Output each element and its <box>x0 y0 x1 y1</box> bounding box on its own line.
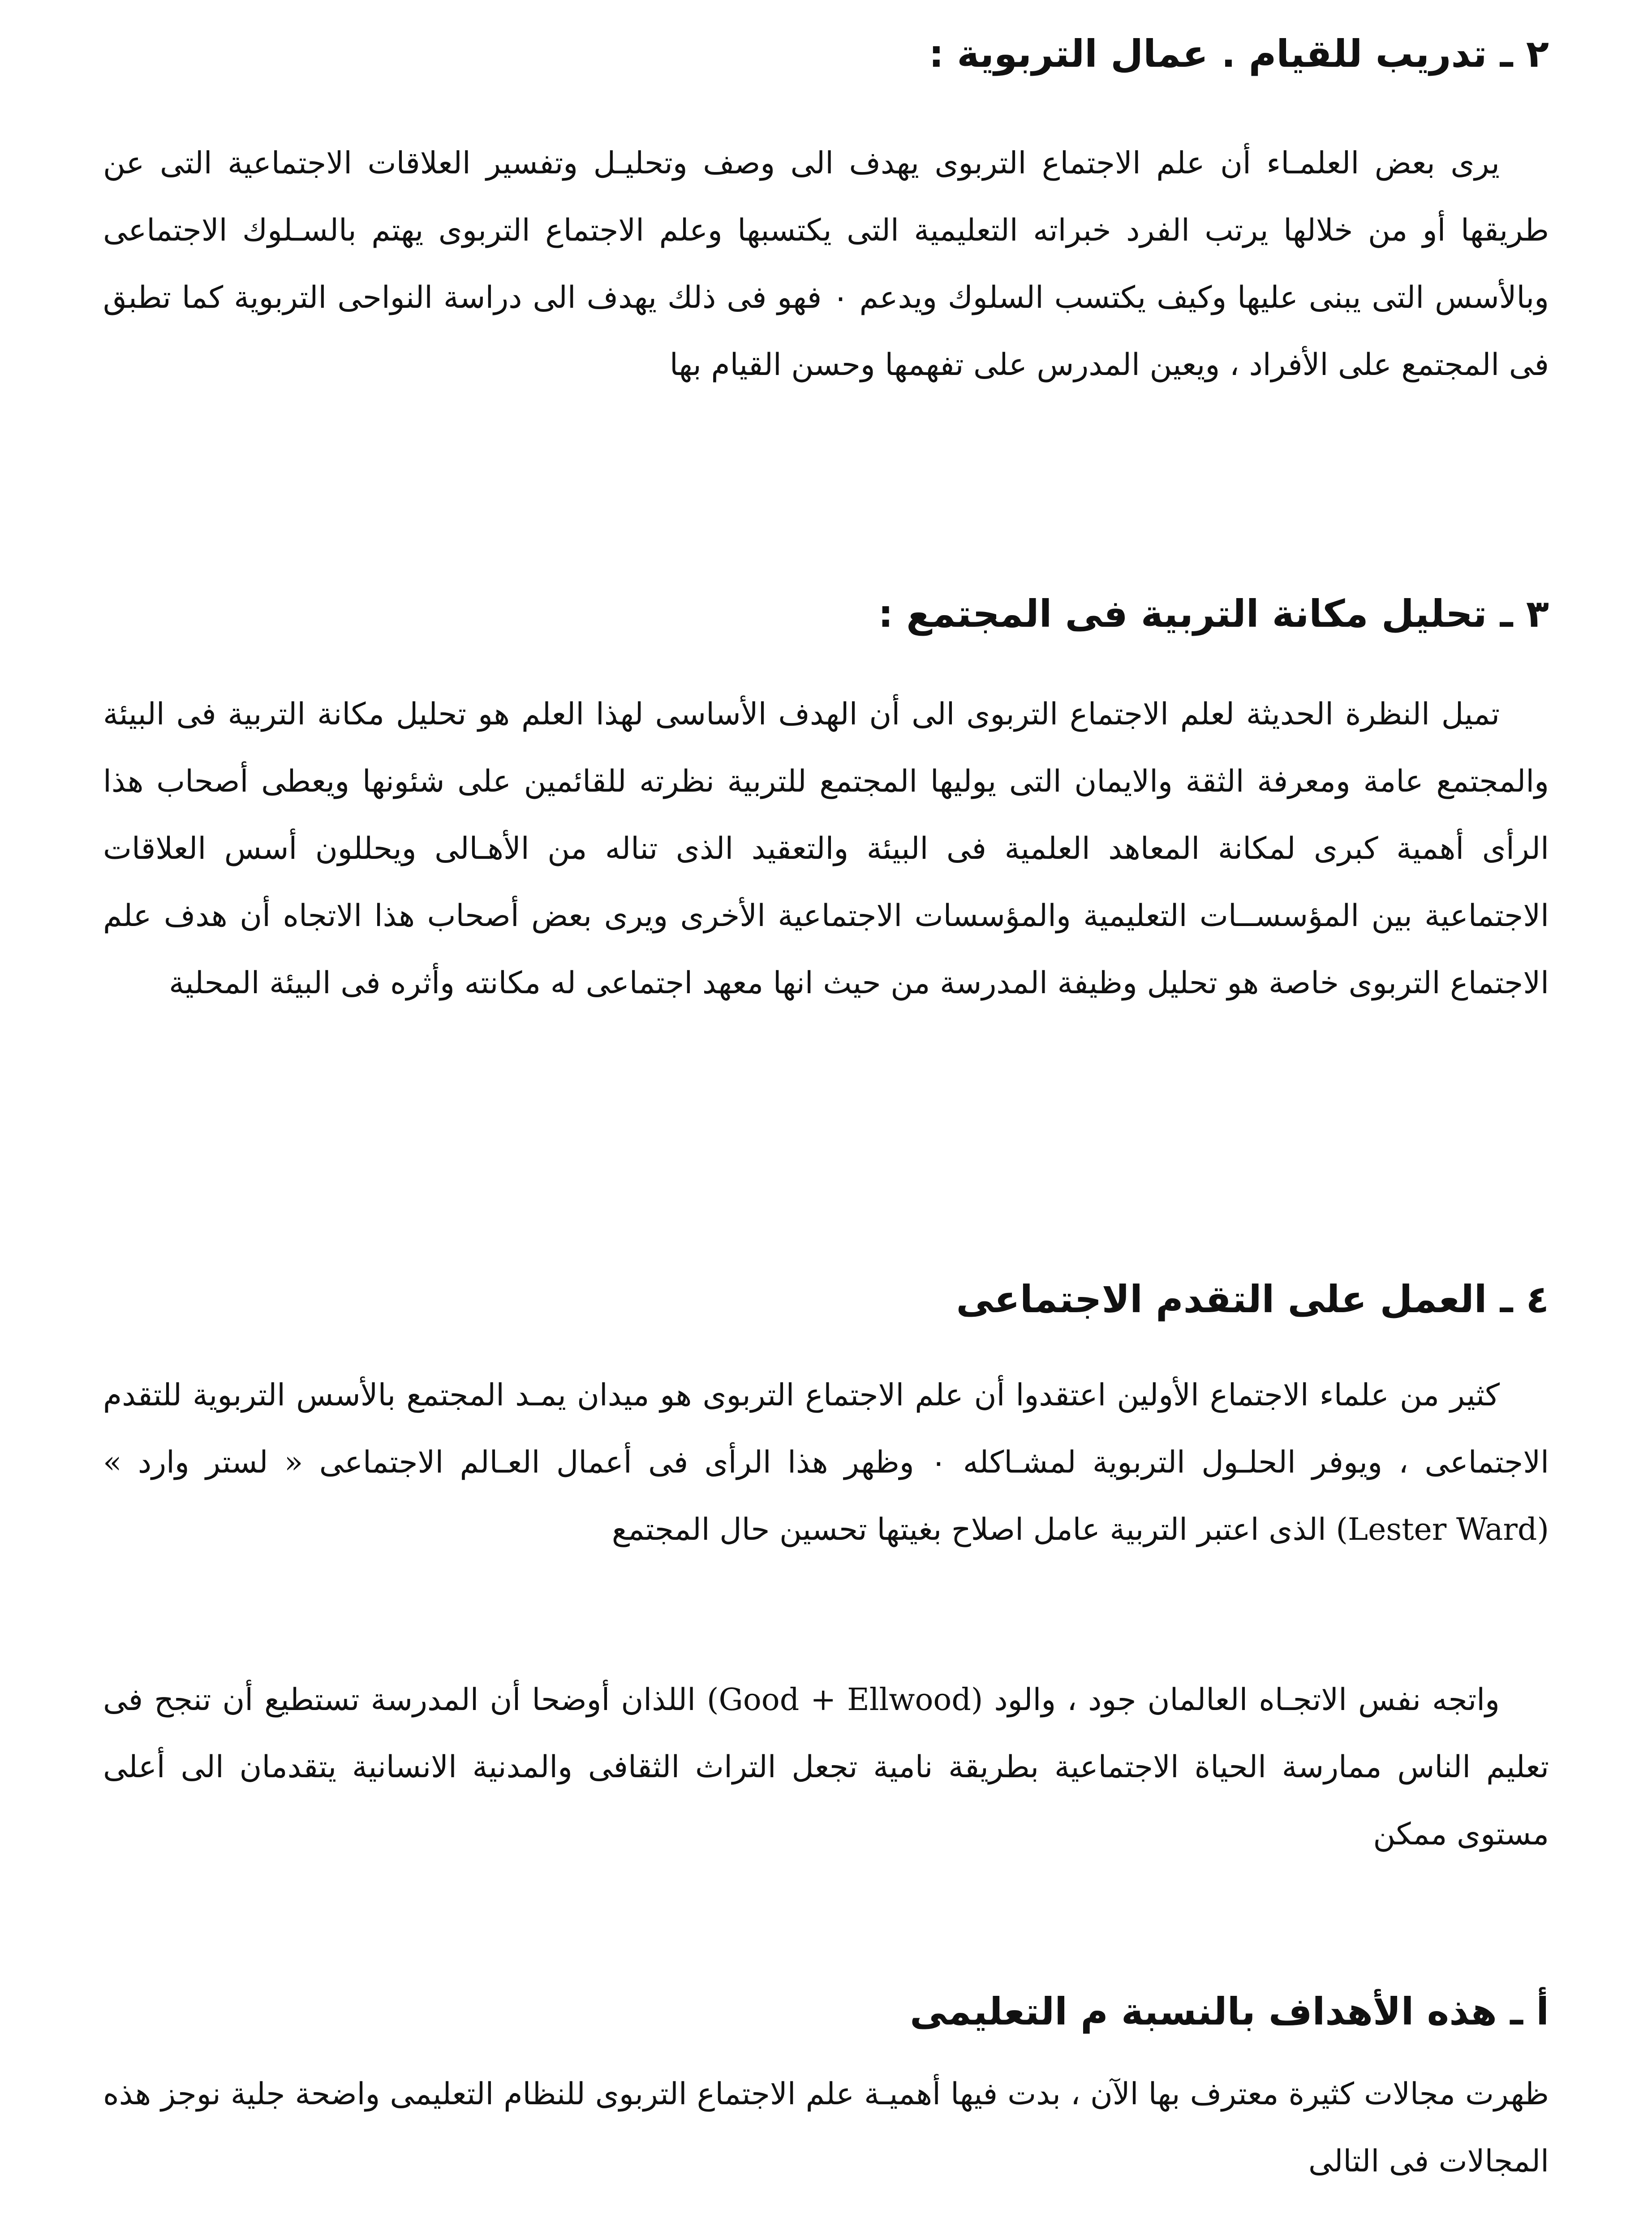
section-3-paragraph-text: تميل النظرة الحديثة لعلم الاجتماع التربوى الى أن الهدف الأساسى لهذا العلم هو تحليل مكانة التربية فى البيئة والمجتمع عامة ومعرفة الثقة والايمان التى يوليها المجتمع للتربية نظرته للقائمين على شئونها ويعطى أصحاب هذا الرأى أهمية كبرى لمكانة المعاهد العلمية فى البيئة والتعقيد الذى تناله من الأهـالى ويحللون أسس العلاقات الاجتماعية بين المؤسســات التعليمية والمؤسسات الاجتماعية الأخرى ويرى بعض أصحاب هذا الاتجاه أن هدف علم الاجتماع التربوى خاصة هو تحليل وظيفة المدرسة من حيث انها معهد اجتماعى له مكانته وأثره فى البيئة المحلية <box>103 697 1549 1001</box>
section-4-paragraph-2 <box>103 1667 1549 1868</box>
document-page <box>103 0 1549 2240</box>
section-4-paragraph-1-text: كثير من علماء الاجتماع الأولين اعتقدوا أن علم الاجتماع التربوى هو ميدان يمـد المجتمع بالأسس التربوية للتقدم الاجتماعى ، ويوفر الحلـول التربوية لمشـاكله ٠ وظهر هذا الرأى فى أعمال العـالم الاجتماعى « لستر وارد » (Lester Ward) الذى اعتبر التربية عامل اصلاح بغيتها تحسين حال المجتمع <box>103 1378 1549 1547</box>
section-4-heading: ٤ ـ العمل على التقدم الاجتماعى <box>956 1277 1549 1321</box>
section-4-paragraph-1 <box>103 1362 1549 1564</box>
section-2-paragraph-text: يرى بعض العلمـاء أن علم الاجتماع التربوى يهدف الى وصف وتحليـل وتفسير العلاقات الاجتماعية التى عن طريقها أو من خلالها يرتب الفرد خبراته التعليمية التى يكتسبها وعلم الاجتماع التربوى يهتم بالسـلوك الاجتماعى وبالأسس التى يبنى عليها وكيف يكتسب السلوك ويدعم ٠ فهو فى ذلك يهدف الى دراسة النواحى التربوية كما تطبق فى المجتمع على الأفراد ، ويعين المدرس على تفهمها وحسن القيام بها <box>103 146 1549 383</box>
section-2-paragraph <box>103 130 1549 399</box>
section-a-paragraph-text: ظهرت مجالات كثيرة معترف بها الآن ، بدت فيها أهميـة علم الاجتماع التربوى للنظام التعليمى واضحة جلية نوجز هذه المجالات فى التالى <box>103 2076 1549 2179</box>
section-2-heading: ٢ ـ تدريب للقيام . عمال التربوية : <box>929 32 1549 76</box>
section-3-paragraph <box>103 681 1549 1017</box>
section-a-paragraph <box>103 2061 1549 2195</box>
section-4-paragraph-2-text: واتجه نفس الاتجـاه العالمان جود ، والود (Good + Ellwood) اللذان أوضحا أن المدرسة تستطيع أن تنجح فى تعليم الناس ممارسة الحياة الاجتماعية بطريقة نامية تجعل التراث الثقافى والمدنية الانسانية يتقدمان الى أعلى مستوى ممكن <box>103 1682 1549 1852</box>
section-a-heading: أ ـ هذه الأهداف بالنسبة م التعليمى <box>910 1990 1549 2033</box>
section-3-heading: ٣ ـ تحليل مكانة التربية فى المجتمع : <box>878 592 1549 636</box>
